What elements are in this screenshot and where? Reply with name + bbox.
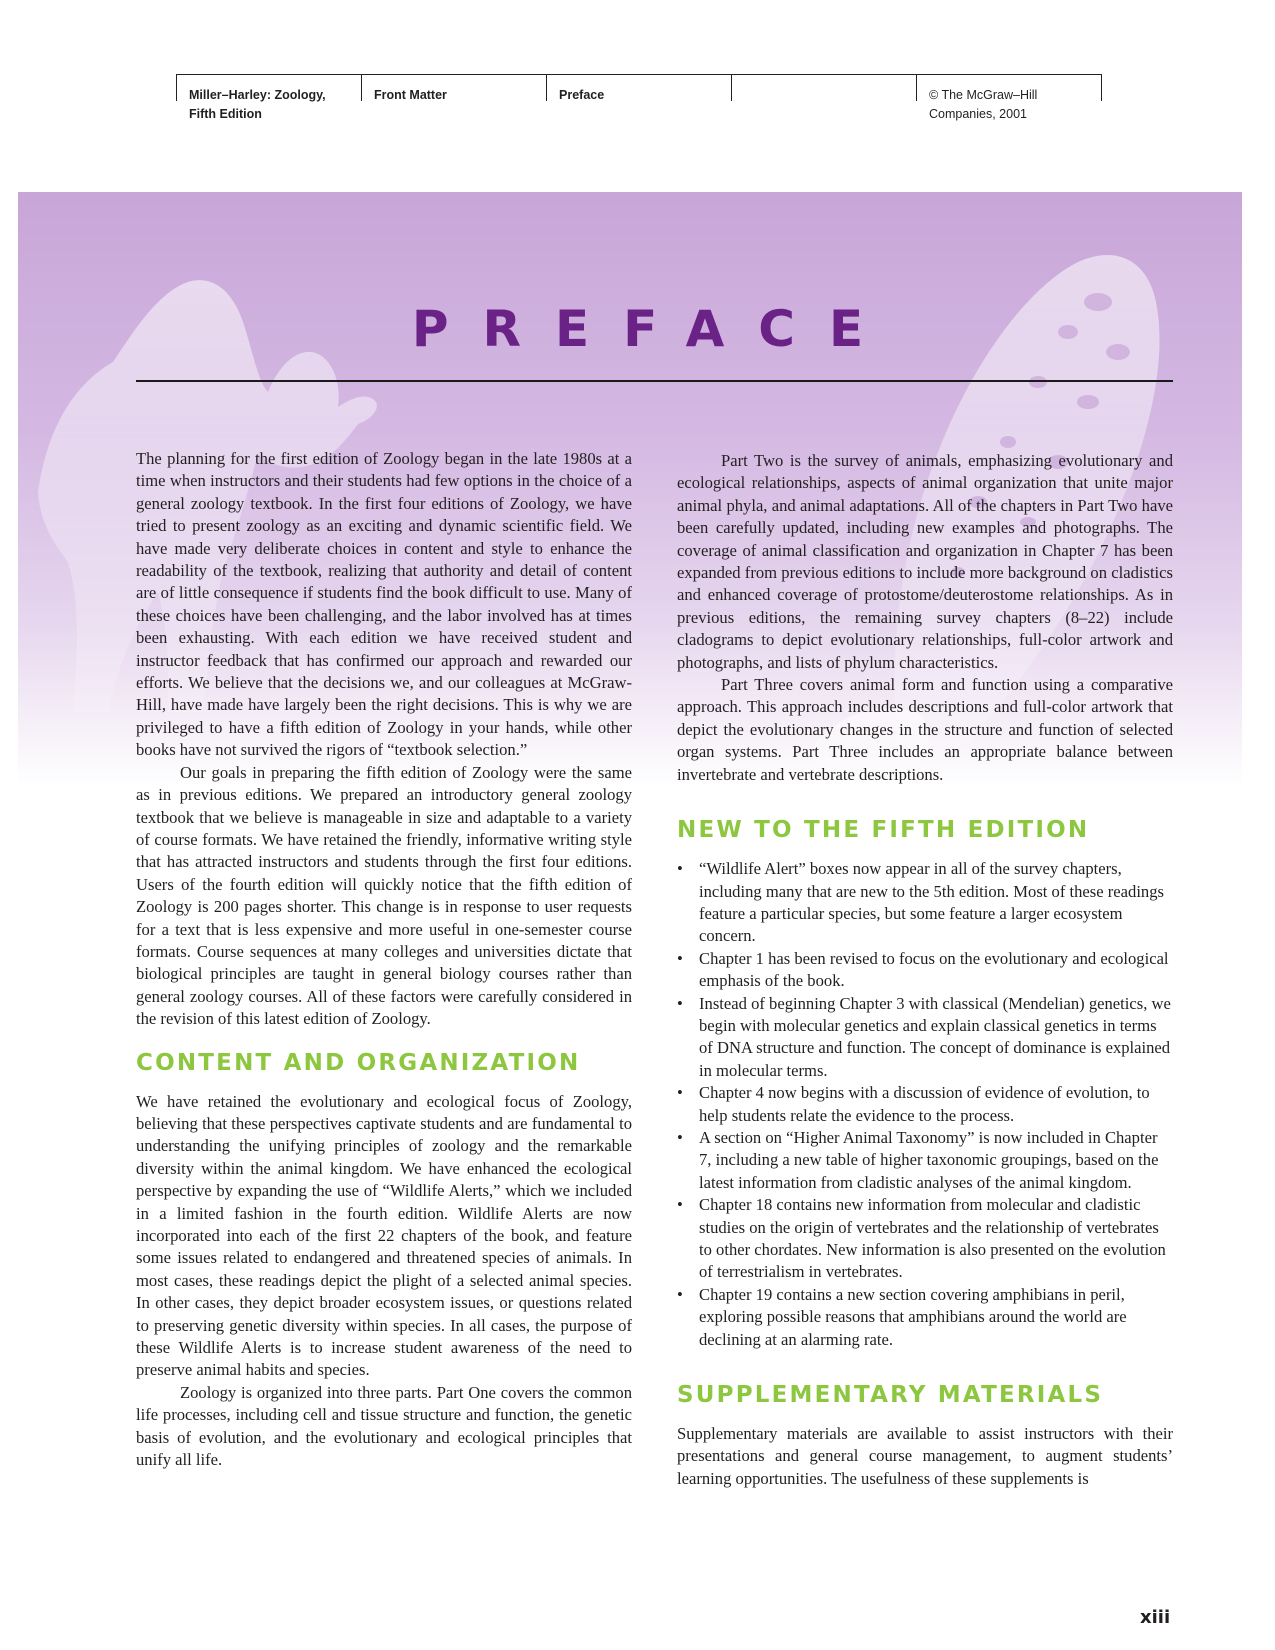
content-paragraph-1: We have retained the evolutionary and ecological focus of Zoology, believing that these perspectives captivate students and are fundamental to understanding the unifying principles of zoology and the remarkable diversity within the animal kingdom. We have enhanced the ecological perspective by expanding the use of “Wildlife Alerts,” which we included in a limited fashion in the fourth edition. Wildlife Alerts are now incorporated into each of the first 22 chapters of the book, and feature some issues related to endangered and threatened species of animals. In most cases, these readings depict the plight of a selected animal species. In other cases, they depict broader ecosystem issues, or questions related to preserving genetic diversity within species. In all cases, the purpose of these Wildlife Alerts is to increase student awareness of the need to preserve animal habits and species.: [136, 1091, 632, 1380]
header-copyright: [916, 75, 1102, 121]
header-section: [361, 75, 546, 101]
part-three-paragraph: Part Three covers animal form and function using a comparative approach. This approach includes descriptions and full-color artwork that depict the evolutionary changes in the structure and function of selected organ systems. Part Three includes an appropriate balance between invertebrate and vertebrate descriptions.: [677, 675, 1173, 784]
header-chapter: [546, 75, 731, 101]
title-rule: [136, 380, 1173, 382]
list-item: • “Wildlife Alert” boxes now appear in all of the survey chapters, including many that are new to the 5th edition. Most of these readings feature a particular species, but some feature a larger ecosystem concern.: [677, 858, 1173, 948]
new-edition-heading: NEW TO THE FIFTH EDITION: [677, 817, 1090, 844]
header-book-title: [176, 75, 361, 121]
header-chapter-label: Preface: [559, 88, 605, 102]
left-column: [136, 448, 632, 1471]
running-header: [176, 74, 1102, 121]
part-two-paragraph: Part Two is the survey of animals, emphasizing evolutionary and ecological relationships, aspects of animal organization that unite major animal phyla, and animal adaptations. All of the chapters in Part Two have been carefully updated, including new examples and photographs. The coverage of animal classification and organization in Chapter 7 has been expanded from previous editions to include more background on cladistics and enhanced coverage of protostome/deuterostome relationships. As in previous editions, the remaining survey chapters (8–22) include cladograms to depict evolutionary relationships, full-color artwork and photographs, and lists of phylum characteristics.: [677, 451, 1173, 672]
list-item: • Chapter 4 now begins with a discussion of evidence of evolution, to help students relate the evidence to the process.: [677, 1082, 1173, 1127]
header-book-title-line1: Miller–Harley: Zoology,: [189, 88, 326, 102]
header-book-title-line2: Fifth Edition: [189, 107, 262, 121]
new-edition-list: [677, 858, 1173, 1351]
supplementary-heading: SUPPLEMENTARY MATERIALS: [677, 1382, 1104, 1409]
list-item: • Instead of beginning Chapter 3 with classical (Mendelian) genetics, we begin with molecular genetics and explain classical genetics in terms of DNA structure and function. The concept of dominance is explained in molecular terms.: [677, 993, 1173, 1083]
header-copyright-line1: © The McGraw–Hill: [929, 88, 1038, 102]
page-number: xiii: [1140, 1607, 1171, 1628]
content-paragraph-2: Zoology is organized into three parts. Part One covers the common life processes, including cell and tissue structure and function, the genetic basis of evolution, and the evolutionary and ecological principles that unify all life.: [136, 1382, 632, 1470]
header-copyright-line2: Companies, 2001: [929, 107, 1027, 121]
list-item: • Chapter 19 contains a new section covering amphibians in peril, exploring possible reasons that amphibians around the world are declining at an alarming rate.: [677, 1284, 1173, 1351]
page-title: PREFACE: [411, 300, 898, 358]
list-item: • A section on “Higher Animal Taxonomy” is now included in Chapter 7, including a new table of higher taxonomic groupings, based on the latest information from cladistic analyses of the animal kingdom.: [677, 1127, 1173, 1194]
right-column: [677, 450, 1173, 1490]
list-item: • Chapter 1 has been revised to focus on the evolutionary and ecological emphasis of the book.: [677, 948, 1173, 993]
content-organization-heading: CONTENT AND ORGANIZATION: [136, 1049, 581, 1076]
intro-paragraph-1: The planning for the first edition of Zoology began in the late 1980s at a time when instructors and their students had few options in the choice of a general zoology textbook. In the first four editions of Zoology, we have tried to present zoology as an exciting and dynamic scientific field. We have made very deliberate choices in content and style to enhance the readability of the textbook, realizing that authority and detail of content are of little consequence if students find the book difficult to use. Many of these choices have been challenging, and the labor involved has at times been exhausting. With each edition we have received student and instructor feedback that has confirmed our approach and rewarded our efforts. We believe that the decisions we, and our colleagues at McGraw-Hill, have made have largely been the right decisions. This is why we are privileged to have a fifth edition of Zoology in your hands, while other books have not survived the rigors of “textbook selection.”: [136, 449, 632, 760]
header-blank-cell: [731, 75, 916, 101]
list-item: • Chapter 18 contains new information from molecular and cladistic studies on the origin of vertebrates and the relationship of vertebrates to other chordates. New information is also presented on the evolution of terrestrialism in vertebrates.: [677, 1194, 1173, 1284]
supplementary-paragraph: Supplementary materials are available to assist instructors with their presentations and general course management, to augment students’ learning opportunities. The usefulness of these supplements is: [677, 1424, 1173, 1488]
intro-paragraph-2: Our goals in preparing the fifth edition of Zoology were the same as in previous editions. We prepared an introductory general zoology textbook that we believe is manageable in size and adaptable to a variety of course formats. We have retained the friendly, informative writing style that has attracted instructors and students through the first four editions. Users of the fourth edition will quickly notice that the fifth edition of Zoology is 200 pages shorter. This change is in response to user requests for a text that is less expensive and more useful in one-semester course formats. Course sequences at many colleges and universities dictate that biological principles are taught in general biology courses rather than general zoology courses. All of these factors were carefully considered in the revision of this latest edition of Zoology.: [136, 762, 632, 1029]
header-section-label: Front Matter: [374, 88, 447, 102]
